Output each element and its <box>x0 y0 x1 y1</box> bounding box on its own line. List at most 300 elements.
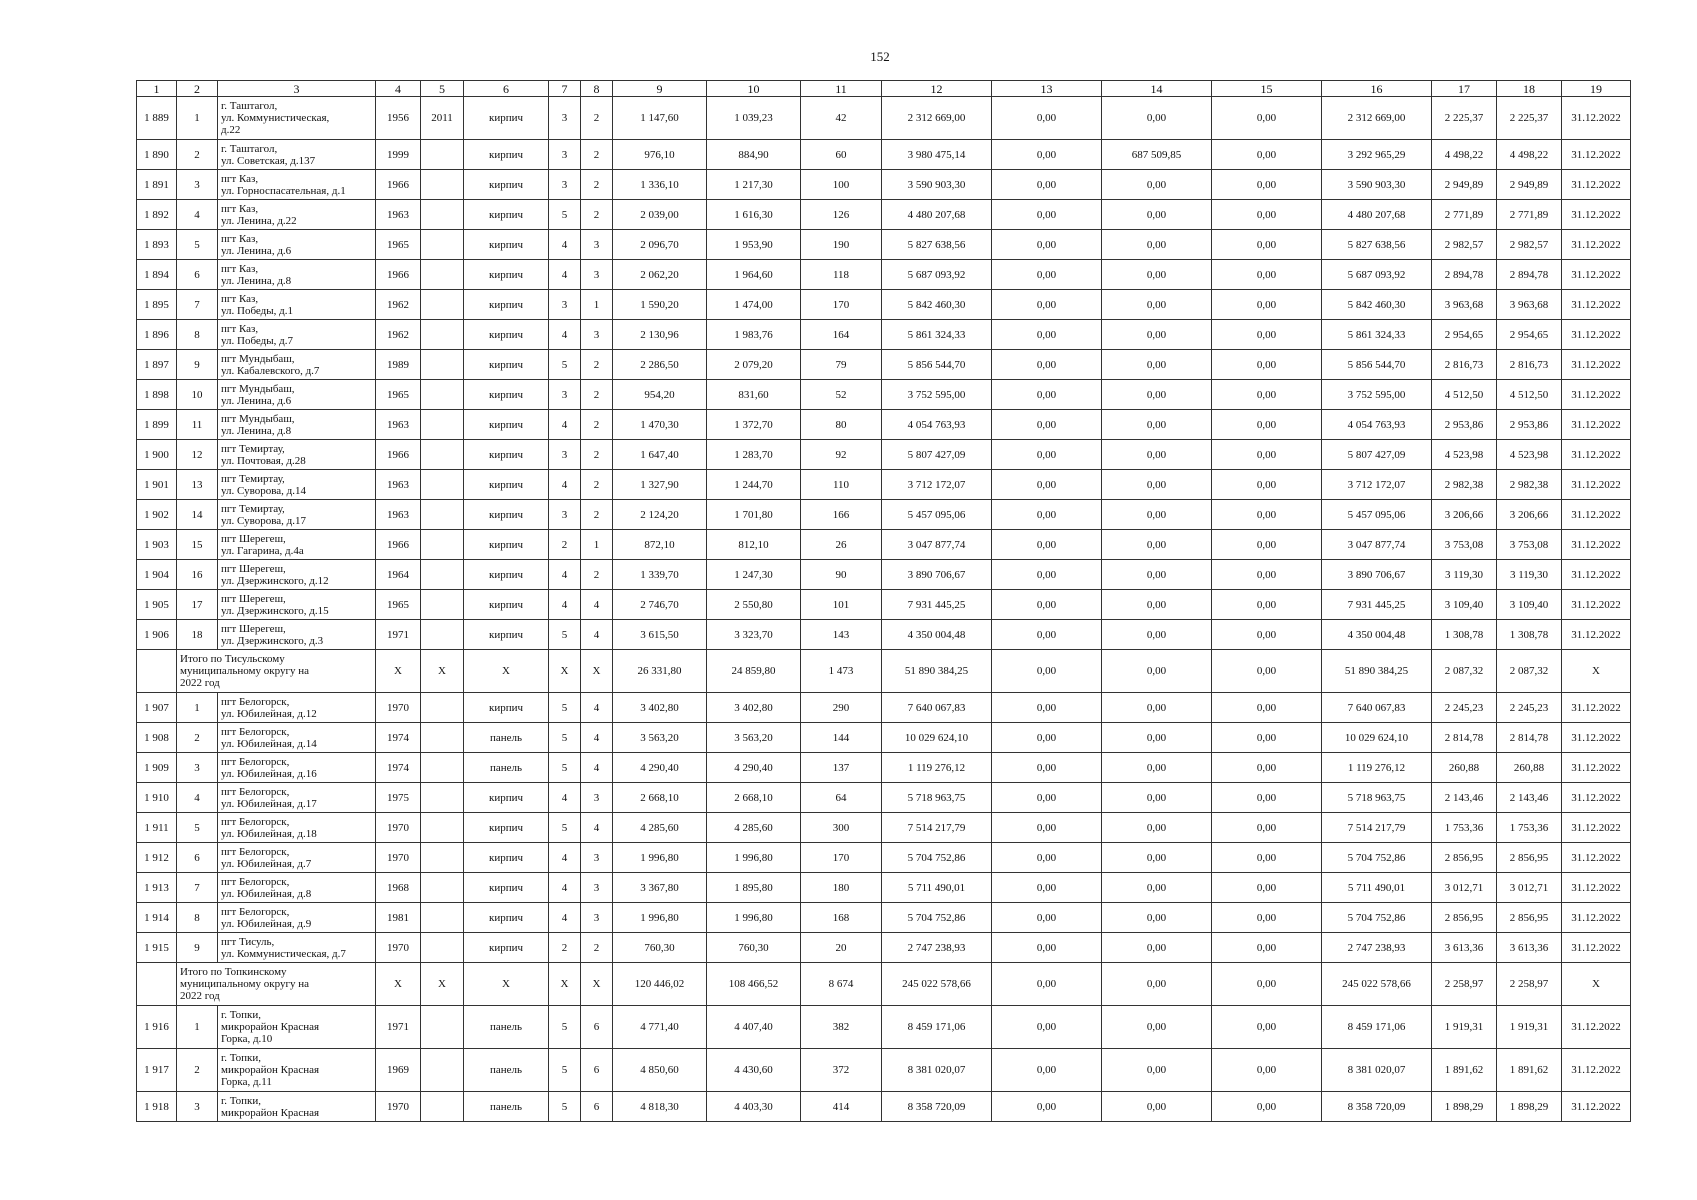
cell-col-19: 31.12.2022 <box>1562 723 1631 753</box>
cell-col-16: 7 931 445,25 <box>1322 590 1432 620</box>
cell-col-14: 0,00 <box>1102 650 1212 693</box>
cell-col-4: 1968 <box>376 873 421 903</box>
cell-col-18: 2 816,73 <box>1497 350 1562 380</box>
cell-col-19: 31.12.2022 <box>1562 350 1631 380</box>
cell-col-11: 80 <box>801 410 882 440</box>
cell-col-4: 1966 <box>376 440 421 470</box>
cell-col-9: 2 668,10 <box>613 783 707 813</box>
address-cell <box>218 290 376 320</box>
cell-col-15: 0,00 <box>1212 590 1322 620</box>
cell-col-7: 4 <box>549 470 581 500</box>
row-number: 1 917 <box>137 1049 177 1092</box>
address-line: ул. Юбилейная, д.9 <box>221 917 312 930</box>
cell-col-6: кирпич <box>464 590 549 620</box>
cell-col-4: 1971 <box>376 1006 421 1049</box>
cell-col-16: 5 711 490,01 <box>1322 873 1432 903</box>
cell-col-10: 1 996,80 <box>707 843 801 873</box>
cell-col-18: 2 856,95 <box>1497 903 1562 933</box>
cell-col-17: 2 816,73 <box>1432 350 1497 380</box>
cell-col-12: 8 358 720,09 <box>882 1092 992 1122</box>
row-number: 1 916 <box>137 1006 177 1049</box>
cell-col-11: 42 <box>801 97 882 140</box>
cell-col-11: 60 <box>801 140 882 170</box>
address-line: микрорайон Красная <box>221 1021 320 1033</box>
address-line: ул. Дзержинского, д.12 <box>221 574 329 587</box>
table-row <box>137 350 1631 380</box>
cell-col-15: 0,00 <box>1212 500 1322 530</box>
cell-col-11: 144 <box>801 723 882 753</box>
cell-col-14: 0,00 <box>1102 500 1212 530</box>
cell-col-4: 1962 <box>376 320 421 350</box>
address-line: ул. Кабалевского, д.7 <box>221 364 320 377</box>
address-line: пгт Белогорск, <box>221 905 290 918</box>
cell-col-8: 4 <box>581 753 613 783</box>
cell-col-11: 92 <box>801 440 882 470</box>
cell-col-7: 5 <box>549 723 581 753</box>
cell-col-13: 0,00 <box>992 470 1102 500</box>
cell-col-16: 1 119 276,12 <box>1322 753 1432 783</box>
cell-col-14: 0,00 <box>1102 590 1212 620</box>
address-line: ул. Юбилейная, д.8 <box>221 887 312 900</box>
cell-col-17: 2 814,78 <box>1432 723 1497 753</box>
cell-col-5 <box>421 470 464 500</box>
address-line: пгт Тисуль, <box>221 935 275 948</box>
cell-col-10: 24 859,80 <box>707 650 801 693</box>
cell-col-7: 5 <box>549 813 581 843</box>
column-header-3: 3 <box>218 81 376 97</box>
cell-col-11: 290 <box>801 693 882 723</box>
cell-col-13: 0,00 <box>992 1092 1102 1122</box>
address-cell <box>218 1006 376 1049</box>
table-row <box>137 410 1631 440</box>
table-row <box>137 843 1631 873</box>
cell-col-19: 31.12.2022 <box>1562 620 1631 650</box>
cell-col-12: 5 687 093,92 <box>882 260 992 290</box>
cell-col-17: 2 087,32 <box>1432 650 1497 693</box>
row-number: 1 913 <box>137 873 177 903</box>
row-number: 1 904 <box>137 560 177 590</box>
address-cell <box>218 753 376 783</box>
cell-col-11: 166 <box>801 500 882 530</box>
row-index: 4 <box>177 783 218 813</box>
cell-col-5 <box>421 260 464 290</box>
cell-col-7: 5 <box>549 620 581 650</box>
cell-col-4: 1964 <box>376 560 421 590</box>
row-index: 1 <box>177 693 218 723</box>
cell-col-8: 1 <box>581 530 613 560</box>
cell-col-10: 4 290,40 <box>707 753 801 783</box>
address-line: пгт Каз, <box>221 322 259 335</box>
address-line: пгт Мундыбаш, <box>221 412 295 425</box>
table-row <box>137 380 1631 410</box>
cell-col-10: 831,60 <box>707 380 801 410</box>
cell-col-7: 4 <box>549 560 581 590</box>
cell-col-14: 0,00 <box>1102 230 1212 260</box>
row-index: 18 <box>177 620 218 650</box>
cell-col-4: 1974 <box>376 753 421 783</box>
cell-col-15: 0,00 <box>1212 170 1322 200</box>
cell-col-8: 2 <box>581 470 613 500</box>
cell-col-10: 884,90 <box>707 140 801 170</box>
cell-col-8: 2 <box>581 200 613 230</box>
address-line: ул. Ленина, д.6 <box>221 394 292 407</box>
cell-col-16: 3 292 965,29 <box>1322 140 1432 170</box>
address-line: пгт Шерегеш, <box>221 532 286 545</box>
cell-col-14: 0,00 <box>1102 693 1212 723</box>
cell-col-17: 2 856,95 <box>1432 903 1497 933</box>
address-line: ул. Победы, д.1 <box>221 304 293 317</box>
cell-col-15: 0,00 <box>1212 693 1322 723</box>
cell-col-10: 1 474,00 <box>707 290 801 320</box>
address-cell <box>218 813 376 843</box>
cell-col-9: 1 996,80 <box>613 903 707 933</box>
cell-col-14: 0,00 <box>1102 813 1212 843</box>
cell-col-17: 3 753,08 <box>1432 530 1497 560</box>
total-label <box>177 963 376 1006</box>
address-cell <box>218 620 376 650</box>
cell-col-4: 1966 <box>376 260 421 290</box>
cell-col-6: кирпич <box>464 873 549 903</box>
cell-col-16: 5 842 460,30 <box>1322 290 1432 320</box>
cell-col-5 <box>421 1006 464 1049</box>
cell-col-17: 2 258,97 <box>1432 963 1497 1006</box>
cell-col-18: 1 753,36 <box>1497 813 1562 843</box>
cell-col-11: 110 <box>801 470 882 500</box>
cell-col-7: 2 <box>549 530 581 560</box>
cell-col-16: 5 718 963,75 <box>1322 783 1432 813</box>
total-label-line: Итого по Топкинскому <box>180 966 287 978</box>
total-label-line: муниципальному округу на <box>180 978 309 990</box>
cell-col-19: 31.12.2022 <box>1562 873 1631 903</box>
cell-col-19: 31.12.2022 <box>1562 440 1631 470</box>
address-line: ул. Юбилейная, д.18 <box>221 827 317 840</box>
cell-col-12: 3 590 903,30 <box>882 170 992 200</box>
cell-col-18: 2 982,57 <box>1497 230 1562 260</box>
cell-col-17: 2 856,95 <box>1432 843 1497 873</box>
cell-col-5 <box>421 620 464 650</box>
cell-col-19: 31.12.2022 <box>1562 1049 1631 1092</box>
cell-col-19: 31.12.2022 <box>1562 230 1631 260</box>
cell-col-8: 2 <box>581 97 613 140</box>
cell-col-13: 0,00 <box>992 1049 1102 1092</box>
cell-col-7: 5 <box>549 693 581 723</box>
table-row <box>137 470 1631 500</box>
cell-col-18: 260,88 <box>1497 753 1562 783</box>
cell-col-8: 2 <box>581 440 613 470</box>
cell-col-10: 2 668,10 <box>707 783 801 813</box>
row-number: 1 901 <box>137 470 177 500</box>
cell-col-15: 0,00 <box>1212 320 1322 350</box>
address-line: пгт Мундыбаш, <box>221 352 295 365</box>
cell-col-13: 0,00 <box>992 530 1102 560</box>
cell-col-11: 100 <box>801 170 882 200</box>
cell-col-6: кирпич <box>464 440 549 470</box>
address-cell <box>218 933 376 963</box>
cell-col-15: 0,00 <box>1212 723 1322 753</box>
cell-col-9: 954,20 <box>613 380 707 410</box>
cell-col-18: 4 523,98 <box>1497 440 1562 470</box>
cell-col-5 <box>421 1049 464 1092</box>
address-cell <box>218 200 376 230</box>
cell-col-7: 3 <box>549 290 581 320</box>
cell-col-13: 0,00 <box>992 500 1102 530</box>
table-row <box>137 783 1631 813</box>
column-header-16: 16 <box>1322 81 1432 97</box>
address-line: ул. Горноспасательная, д.1 <box>221 184 346 197</box>
cell-col-12: 5 718 963,75 <box>882 783 992 813</box>
cell-col-7: 4 <box>549 843 581 873</box>
address-line: г. Таштагол, <box>221 100 278 112</box>
cell-col-10: 2 550,80 <box>707 590 801 620</box>
address-line: пгт Шерегеш, <box>221 622 286 635</box>
row-number: 1 889 <box>137 97 177 140</box>
cell-col-5 <box>421 380 464 410</box>
table-row <box>137 500 1631 530</box>
cell-col-6: кирпич <box>464 500 549 530</box>
cell-col-7: 5 <box>549 753 581 783</box>
cell-col-4: 1981 <box>376 903 421 933</box>
cell-col-11: 118 <box>801 260 882 290</box>
cell-col-9: 2 039,00 <box>613 200 707 230</box>
cell-col-7: 5 <box>549 1092 581 1122</box>
cell-col-5 <box>421 440 464 470</box>
cell-col-14: 0,00 <box>1102 873 1212 903</box>
row-index: 5 <box>177 230 218 260</box>
cell-col-6: кирпич <box>464 560 549 590</box>
row-number: 1 898 <box>137 380 177 410</box>
cell-col-6: панель <box>464 1092 549 1122</box>
cell-col-12: 245 022 578,66 <box>882 963 992 1006</box>
cell-col-7: X <box>549 650 581 693</box>
cell-col-6: панель <box>464 1049 549 1092</box>
cell-col-19: 31.12.2022 <box>1562 470 1631 500</box>
row-index: 7 <box>177 873 218 903</box>
row-number: 1 900 <box>137 440 177 470</box>
address-cell <box>218 783 376 813</box>
cell-col-12: 7 931 445,25 <box>882 590 992 620</box>
row-number: 1 905 <box>137 590 177 620</box>
cell-col-9: 872,10 <box>613 530 707 560</box>
cell-col-10: 4 407,40 <box>707 1006 801 1049</box>
cell-col-4: 1963 <box>376 470 421 500</box>
address-line: ул. Ленина, д.6 <box>221 244 292 257</box>
cell-col-4: 1963 <box>376 410 421 440</box>
cell-col-14: 0,00 <box>1102 1049 1212 1092</box>
cell-col-12: 3 752 595,00 <box>882 380 992 410</box>
address-cell <box>218 723 376 753</box>
cell-col-19: 31.12.2022 <box>1562 410 1631 440</box>
cell-col-16: 2 312 669,00 <box>1322 97 1432 140</box>
cell-col-11: 90 <box>801 560 882 590</box>
cell-col-13: 0,00 <box>992 410 1102 440</box>
cell-col-13: 0,00 <box>992 200 1102 230</box>
column-header-4: 4 <box>376 81 421 97</box>
cell-col-9: 3 367,80 <box>613 873 707 903</box>
total-label <box>177 650 376 693</box>
cell-col-9: 4 818,30 <box>613 1092 707 1122</box>
cell-col-6: кирпич <box>464 783 549 813</box>
address-line: пгт Темиртау, <box>221 472 285 485</box>
cell-col-10: 1 283,70 <box>707 440 801 470</box>
address-line: пгт Белогорск, <box>221 695 290 708</box>
address-cell <box>218 230 376 260</box>
cell-col-7: 3 <box>549 500 581 530</box>
cell-col-4: 1975 <box>376 783 421 813</box>
cell-col-12: 2 747 238,93 <box>882 933 992 963</box>
row-index: 6 <box>177 843 218 873</box>
cell-col-14: 0,00 <box>1102 843 1212 873</box>
cell-col-12: 7 514 217,79 <box>882 813 992 843</box>
cell-col-5: 2011 <box>421 97 464 140</box>
cell-col-13: 0,00 <box>992 350 1102 380</box>
cell-col-18: 3 613,36 <box>1497 933 1562 963</box>
cell-col-5 <box>421 723 464 753</box>
table-row <box>137 140 1631 170</box>
cell-col-17: 260,88 <box>1432 753 1497 783</box>
cell-col-19: 31.12.2022 <box>1562 200 1631 230</box>
cell-col-5 <box>421 903 464 933</box>
cell-col-7: 4 <box>549 873 581 903</box>
cell-col-15: 0,00 <box>1212 753 1322 783</box>
cell-col-9: 4 290,40 <box>613 753 707 783</box>
cell-col-10: 2 079,20 <box>707 350 801 380</box>
table-row <box>137 260 1631 290</box>
cell-col-14: 0,00 <box>1102 170 1212 200</box>
cell-col-4: 1971 <box>376 620 421 650</box>
address-line: ул. Дзержинского, д.3 <box>221 634 324 647</box>
cell-col-18: 2 225,37 <box>1497 97 1562 140</box>
cell-col-6: кирпич <box>464 170 549 200</box>
cell-col-13: 0,00 <box>992 693 1102 723</box>
cell-col-9: 2 124,20 <box>613 500 707 530</box>
cell-col-15: 0,00 <box>1212 470 1322 500</box>
cell-col-19: 31.12.2022 <box>1562 380 1631 410</box>
cell-col-18: 2 258,97 <box>1497 963 1562 1006</box>
address-line: д.22 <box>221 124 241 136</box>
cell-col-8: 4 <box>581 813 613 843</box>
cell-col-6: кирпич <box>464 230 549 260</box>
cell-col-6: панель <box>464 1006 549 1049</box>
cell-col-11: 190 <box>801 230 882 260</box>
cell-col-13: 0,00 <box>992 963 1102 1006</box>
cell-col-15: 0,00 <box>1212 290 1322 320</box>
cell-col-10: 4 430,60 <box>707 1049 801 1092</box>
cell-col-9: 1 470,30 <box>613 410 707 440</box>
cell-col-6: панель <box>464 753 549 783</box>
cell-col-17: 1 753,36 <box>1432 813 1497 843</box>
cell-col-9: 1 647,40 <box>613 440 707 470</box>
row-number: 1 915 <box>137 933 177 963</box>
cell-col-17: 2 982,57 <box>1432 230 1497 260</box>
cell-col-10: 1 895,80 <box>707 873 801 903</box>
cell-col-16: 3 712 172,07 <box>1322 470 1432 500</box>
row-index: 12 <box>177 440 218 470</box>
cell-col-10: 1 964,60 <box>707 260 801 290</box>
cell-col-10: 108 466,52 <box>707 963 801 1006</box>
cell-col-11: 180 <box>801 873 882 903</box>
cell-col-11: 101 <box>801 590 882 620</box>
cell-col-19: 31.12.2022 <box>1562 1006 1631 1049</box>
address-cell <box>218 500 376 530</box>
cell-col-14: 0,00 <box>1102 783 1212 813</box>
cell-col-17: 1 919,31 <box>1432 1006 1497 1049</box>
cell-col-10: 1 996,80 <box>707 903 801 933</box>
address-line: ул. Юбилейная, д.12 <box>221 707 317 720</box>
cell-col-10: 1 217,30 <box>707 170 801 200</box>
address-line: г. Топки, <box>221 1094 262 1107</box>
cell-col-19: 31.12.2022 <box>1562 170 1631 200</box>
cell-col-6: кирпич <box>464 200 549 230</box>
housing-table <box>136 80 1631 1122</box>
cell-col-16: 4 350 004,48 <box>1322 620 1432 650</box>
address-cell <box>218 410 376 440</box>
column-header-6: 6 <box>464 81 549 97</box>
cell-col-12: 4 350 004,48 <box>882 620 992 650</box>
cell-col-18: 2 982,38 <box>1497 470 1562 500</box>
cell-col-8: 6 <box>581 1092 613 1122</box>
cell-col-4: 1966 <box>376 170 421 200</box>
cell-col-18: 3 963,68 <box>1497 290 1562 320</box>
cell-col-16: 4 480 207,68 <box>1322 200 1432 230</box>
cell-col-9: 3 402,80 <box>613 693 707 723</box>
cell-col-19: 31.12.2022 <box>1562 903 1631 933</box>
cell-col-16: 5 827 638,56 <box>1322 230 1432 260</box>
cell-col-18: 2 245,23 <box>1497 693 1562 723</box>
cell-col-5 <box>421 530 464 560</box>
cell-col-18: 2 953,86 <box>1497 410 1562 440</box>
cell-col-12: 5 861 324,33 <box>882 320 992 350</box>
cell-col-17: 1 308,78 <box>1432 620 1497 650</box>
address-line: г. Таштагол, <box>221 142 278 155</box>
cell-col-5 <box>421 230 464 260</box>
cell-col-9: 3 615,50 <box>613 620 707 650</box>
cell-col-15: 0,00 <box>1212 783 1322 813</box>
cell-col-8: 2 <box>581 560 613 590</box>
cell-col-11: 64 <box>801 783 882 813</box>
address-line: пгт Каз, <box>221 202 259 215</box>
row-number: 1 903 <box>137 530 177 560</box>
cell-col-13: 0,00 <box>992 1006 1102 1049</box>
cell-col-14: 0,00 <box>1102 620 1212 650</box>
cell-col-12: 2 312 669,00 <box>882 97 992 140</box>
row-index: 4 <box>177 200 218 230</box>
cell-col-17: 2 982,38 <box>1432 470 1497 500</box>
row-number: 1 902 <box>137 500 177 530</box>
cell-col-10: 760,30 <box>707 933 801 963</box>
address-cell <box>218 170 376 200</box>
total-label-line: Итого по Тисульскому <box>180 653 285 665</box>
cell-col-6: кирпич <box>464 380 549 410</box>
row-index: 17 <box>177 590 218 620</box>
address-line: пгт Каз, <box>221 292 259 305</box>
cell-col-8: X <box>581 963 613 1006</box>
cell-col-17: 1 891,62 <box>1432 1049 1497 1092</box>
cell-col-13: 0,00 <box>992 650 1102 693</box>
cell-col-15: 0,00 <box>1212 620 1322 650</box>
cell-col-5 <box>421 783 464 813</box>
row-index: 1 <box>177 97 218 140</box>
cell-col-10: 3 563,20 <box>707 723 801 753</box>
cell-col-10: 1 244,70 <box>707 470 801 500</box>
cell-col-16: 3 890 706,67 <box>1322 560 1432 590</box>
address-line: ул. Юбилейная, д.17 <box>221 797 317 810</box>
cell-col-12: 5 827 638,56 <box>882 230 992 260</box>
cell-col-11: 170 <box>801 290 882 320</box>
cell-col-8: 4 <box>581 590 613 620</box>
row-number: 1 899 <box>137 410 177 440</box>
cell-col-7: X <box>549 963 581 1006</box>
row-index: 1 <box>177 1006 218 1049</box>
